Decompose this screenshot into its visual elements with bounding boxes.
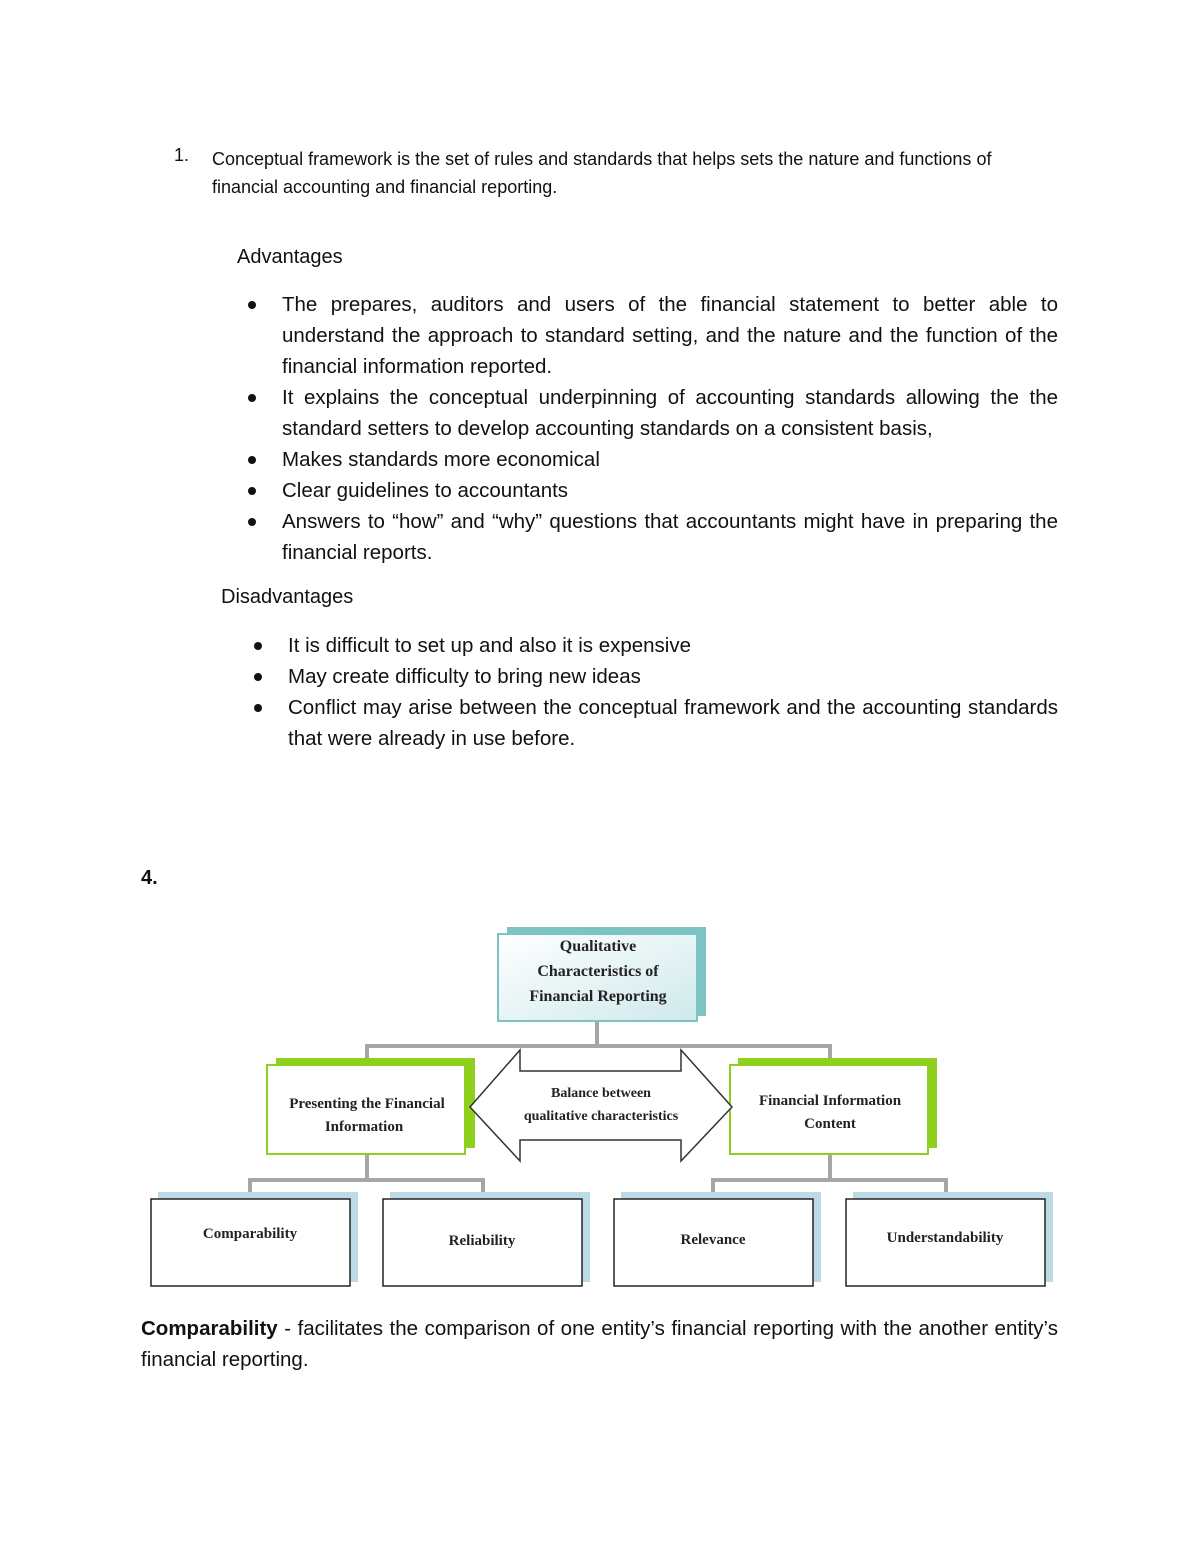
comparability-term: Comparability [141, 1317, 278, 1340]
comparability-paragraph [141, 1313, 1058, 1375]
list-item: Clear guidelines to accountants [282, 475, 1058, 506]
leaf-label: Relevance [680, 1232, 746, 1248]
list-item: The prepares, auditors and users of the financial statement to better able to understand the approach to standard setting, and the nature and the function of the financial information reported. [282, 289, 1058, 382]
right-box [730, 1058, 937, 1154]
list-item: Makes standards more economical [282, 444, 1058, 475]
top-box-line-2: Characteristics of [537, 963, 659, 980]
disadvantages-heading: Disadvantages [221, 586, 354, 608]
question-4-number: 4. [141, 867, 158, 889]
balance-arrow [470, 1050, 732, 1161]
disadvantages-list [288, 630, 1058, 754]
top-box-line-3: Financial Reporting [529, 988, 667, 1005]
leaf-comparability [151, 1192, 358, 1286]
leaf-reliability [383, 1192, 590, 1286]
top-box-line-1: Qualitative [559, 938, 637, 955]
leaf-understandability [846, 1192, 1053, 1286]
arrow-line-1: Balance between [551, 1086, 651, 1101]
list-item: Conflict may arise between the conceptual framework and the accounting standards that were already in use before. [288, 692, 1058, 754]
arrow-line-2: qualitative characteristics [523, 1109, 679, 1124]
list-item: It explains the conceptual underpinning of accounting standards allowing the the standard setters to develop accounting standards on a consistent basis, [282, 382, 1058, 444]
list-item: May create difficulty to bring new ideas [288, 661, 1058, 692]
leaf-label: Understandability [886, 1230, 1004, 1246]
advantages-list [282, 289, 1058, 568]
leaf-relevance [614, 1192, 821, 1286]
right-box-line-1: Financial Information [758, 1093, 902, 1109]
leaf-label: Reliability [448, 1233, 516, 1249]
left-box [267, 1058, 475, 1154]
question-1-number: 1. [174, 145, 190, 165]
right-box-line-2: Content [804, 1116, 856, 1132]
list-item: Answers to “how” and “why” questions that accountants might have in preparing the financial reports. [282, 506, 1058, 568]
top-box [498, 927, 706, 1021]
question-1-text: Conceptual framework is the set of rules and standards that helps sets the nature and functions of financial accounting and financial reporting. [212, 149, 992, 197]
left-box-line-1: Presenting the Financial [289, 1096, 445, 1112]
advantages-heading: Advantages [237, 246, 343, 268]
left-box-line-2: Information [324, 1119, 404, 1135]
qualitative-characteristics-diagram [140, 922, 1060, 1290]
list-item: It is difficult to set up and also it is expensive [288, 630, 1058, 661]
comparability-definition: - facilitates the comparison of one entity’s financial reporting with the another entity’s financial reporting. [141, 1317, 1058, 1371]
leaf-label: Comparability [202, 1226, 298, 1242]
